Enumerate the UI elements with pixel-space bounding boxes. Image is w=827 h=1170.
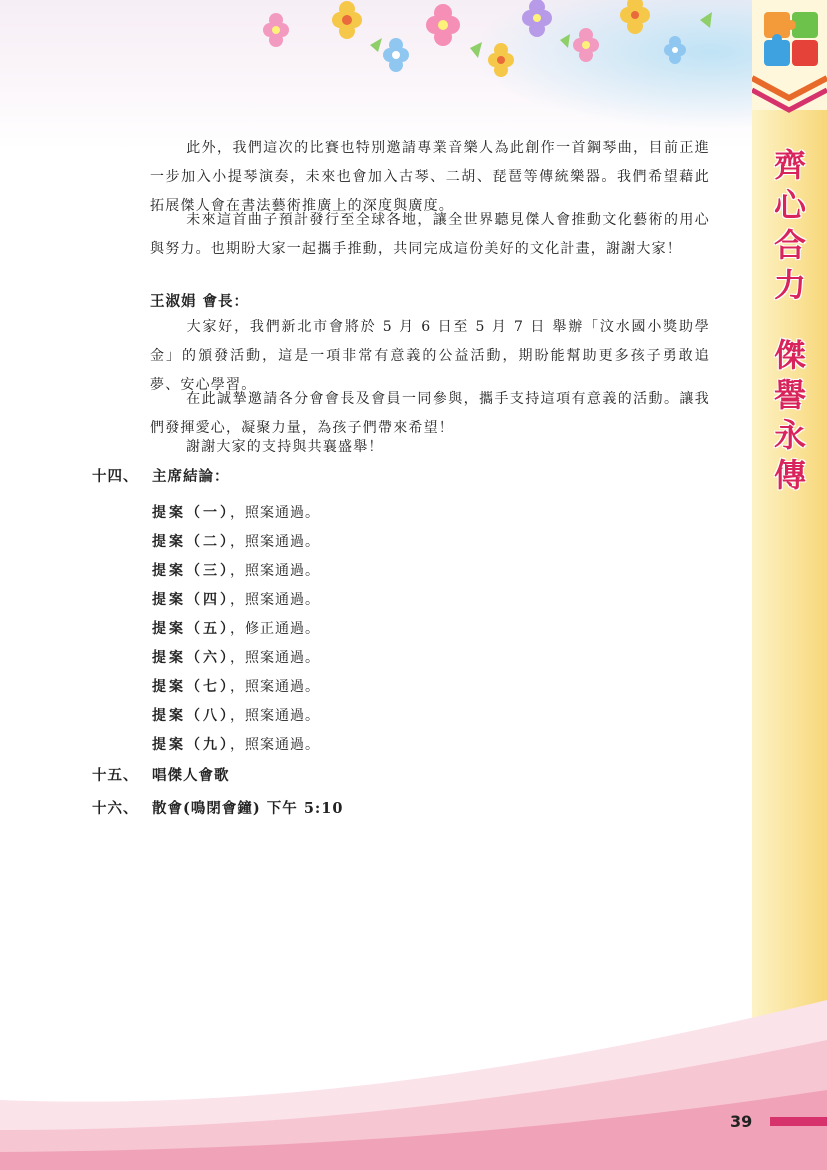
sidebar-title-char: 傑 — [773, 336, 806, 374]
paragraph-text: 未來這首曲子預計發行至全球各地，讓全世界聽見傑人會推動文化藝術的用心與努力。也期盼大家一起攜手推動，共同完成這份美好的文化計畫，謝謝大家！ — [150, 212, 710, 257]
item-result: ，照案通過。 — [230, 737, 320, 753]
item-result: ，照案通過。 — [230, 708, 320, 724]
sidebar-title-char: 齊 — [773, 146, 806, 184]
item-label: 提案（四） — [152, 592, 230, 608]
list-item — [152, 503, 320, 523]
section-number: 十五、 — [92, 767, 139, 784]
item-result: ，照案通過。 — [230, 679, 320, 695]
paragraph — [150, 206, 710, 264]
item-label: 提案（八） — [152, 708, 230, 724]
sidebar-chevron — [752, 68, 827, 128]
list-item — [152, 735, 320, 755]
list-item — [152, 648, 320, 668]
item-label: 提案（五） — [152, 621, 230, 637]
footer-wave — [0, 980, 827, 1170]
sidebar-title-char: 心 — [773, 186, 806, 224]
item-result: ，照案通過。 — [230, 650, 320, 666]
sidebar-title-gap — [770, 305, 810, 335]
item-label: 提案（七） — [152, 679, 230, 695]
item-label: 提案（九） — [152, 737, 230, 753]
sidebar-title — [770, 145, 810, 495]
page-number-bar — [770, 1117, 827, 1126]
list-item — [152, 677, 320, 697]
paragraph-text: 大家好，我們新北市會將於 5 月 6 日至 5 月 7 日 舉辦「汶水國小獎助學金」的頒發活動，這是一項非常有意義的公益活動，期盼能幫助更多孩子勇敢追夢、安心學習。 — [150, 319, 710, 393]
sidebar-title-char: 譽 — [773, 376, 806, 414]
speaker-name: 王淑娟 會長： — [150, 293, 250, 310]
puzzle-icon — [760, 8, 822, 70]
section-title: 唱傑人會歌 — [152, 767, 230, 784]
section-title: 主席結論： — [152, 468, 230, 485]
sidebar-title-char: 合 — [773, 226, 806, 264]
item-label: 提案（二） — [152, 534, 230, 550]
paragraph — [150, 433, 710, 462]
section-number: 十四、 — [92, 468, 139, 485]
item-result: ，照案通過。 — [230, 592, 320, 608]
paragraph-text: 此外，我們這次的比賽也特別邀請專業音樂人為此創作一首鋼琴曲，目前正進一步加入小提琴演奏，未來也會加入古琴、二胡、琵琶等傳統樂器。我們希望藉此拓展傑人會在書法藝術推廣上的深度與廣度。 — [150, 140, 710, 214]
sidebar-title-char: 力 — [773, 266, 806, 304]
sidebar-title-char: 傳 — [773, 456, 806, 494]
list-item — [152, 561, 320, 581]
item-result: ，修正通過。 — [230, 621, 320, 637]
paragraph-text: 謝謝大家的支持與共襄盛舉！ — [186, 439, 384, 455]
section-number: 十六、 — [92, 800, 139, 817]
item-label: 提案（六） — [152, 650, 230, 666]
section-title: 散會(鳴閉會鐘) 下午 5:10 — [152, 800, 344, 817]
item-label: 提案（一） — [152, 505, 230, 521]
item-result: ，照案通過。 — [230, 563, 320, 579]
list-item — [152, 532, 320, 552]
item-result: ，照案通過。 — [230, 505, 320, 521]
list-item — [152, 706, 320, 726]
list-item — [152, 590, 320, 610]
paragraph-text: 在此誠摯邀請各分會會長及會員一同參與，攜手支持這項有意義的活動。讓我們發揮愛心，凝聚力量，為孩子們帶來希望！ — [150, 391, 710, 436]
list-item — [152, 619, 320, 639]
item-result: ，照案通過。 — [230, 534, 320, 550]
page-number: 39 — [730, 1112, 753, 1131]
sidebar-title-char: 永 — [773, 416, 806, 454]
item-label: 提案（三） — [152, 563, 230, 579]
